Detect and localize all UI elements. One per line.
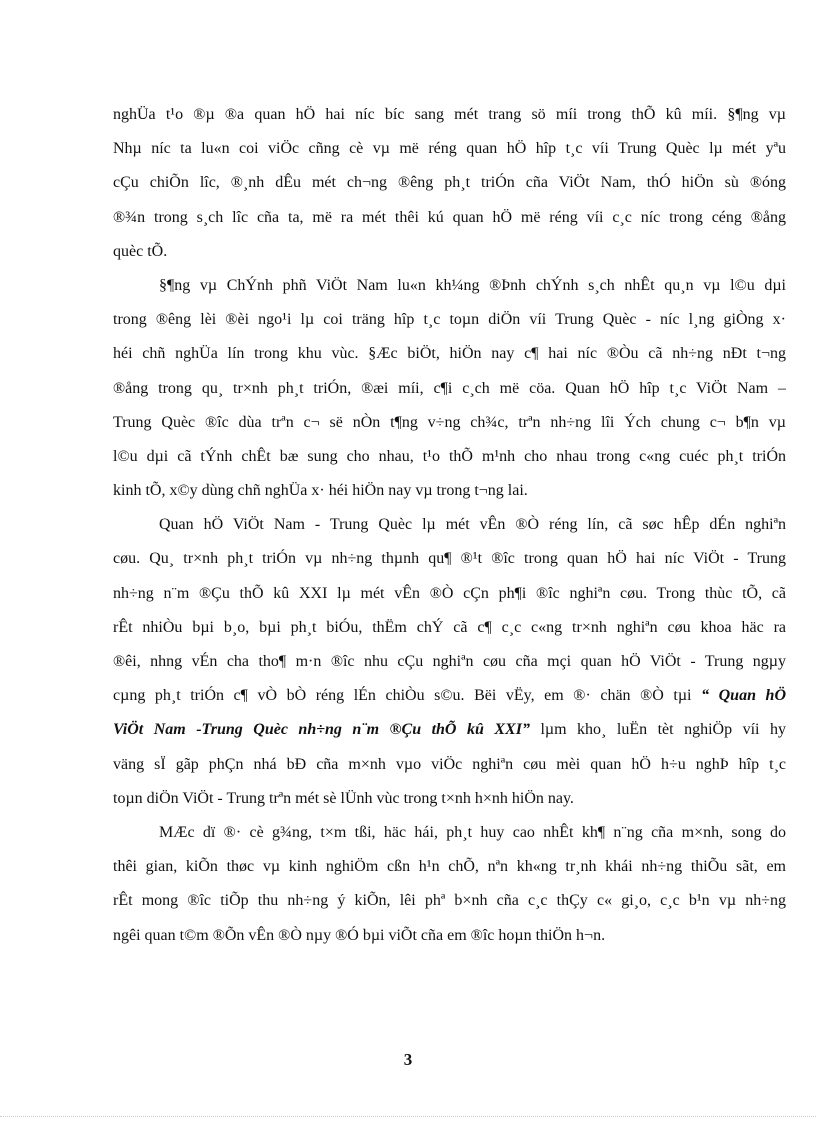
text-line: toµn diÖn ViÖt - Trung trªn mét sè lÜnh vùc trong t×nh h×nh hiÖn nay. bbox=[113, 789, 574, 807]
text-line: rÊt nhiÒu bµi b¸o, bµi ph¸t biÓu, thËm chÝ cã c¶ c¸c c«ng tr×nh nghiªn cøu khoa häc ra bbox=[113, 618, 786, 636]
text-line: Trung Quèc ®îc dùa trªn c¬ së nÒn t¶ng v÷ng ch¾c, trªn nh÷ng lîi Ých chung c¬ b¶n vµ bbox=[113, 413, 786, 431]
paragraph-2 bbox=[113, 269, 786, 508]
text-line: l©u dµi cã tÝnh chÊt bæ sung cho nhau, t¹o thÕ m¹nh cho nhau trong c«ng cuéc ph¸t triÓn bbox=[113, 447, 786, 465]
text-line: ®ång trong qu¸ tr×nh ph¸t triÓn, ®æi míi, c¶i c¸ch më cöa. Quan hÖ hîp t¸c ViÖt Nam – bbox=[113, 379, 786, 397]
text-line: quèc tÕ. bbox=[113, 242, 168, 260]
thesis-title: ViÖt Nam -Trung Quèc nh÷ng n¨m ®Çu thÕ kû XXI” bbox=[113, 721, 530, 739]
text-line: ngêi quan t©m ®Õn vÊn ®Ò nµy ®Ó bµi viÕt cña em ®îc hoµn thiÖn h¬n. bbox=[113, 926, 606, 944]
text-line: cÇu chiÕn lîc, ®¸nh dÊu mét ch¬ng ®êng ph¸t triÓn cña ViÖt Nam, thÓ hiÖn sù ®óng bbox=[113, 174, 786, 192]
paragraph-1 bbox=[113, 98, 786, 269]
thesis-title-open: “ Quan hÖ bbox=[701, 687, 786, 705]
text-line: väng sÏ gãp phÇn nhá bÐ cña m×nh vµo viÖc nghiªn cøu mèi quan hÖ h÷u nghÞ hîp t¸c bbox=[113, 755, 786, 773]
text-line: §¶ng vµ ChÝnh phñ ViÖt Nam lu«n kh¼ng ®Þnh chÝnh s¸ch nhÊt qu¸n vµ l©u dµi bbox=[159, 276, 786, 294]
text-line: ®êi, nhng vÉn cha tho¶ m·n ®îc nhu cÇu nghiªn cøu cña mçi quan hÖ ViÖt - Trung ngµy bbox=[113, 653, 786, 670]
paragraph-3 bbox=[113, 508, 786, 816]
text-line: kinh tÕ, x©y dùng chñ nghÜa x· héi hiÖn nay vµ trong t¬ng lai. bbox=[113, 482, 528, 500]
text-line: Nhµ níc ta lu«n coi viÖc cñng cè vµ më réng quan hÖ hîp t¸c víi Trung Quèc lµ mét yªu bbox=[113, 140, 786, 158]
page-number: 3 bbox=[403, 1050, 413, 1069]
text-line bbox=[113, 713, 786, 747]
text-line: cøu. Qu¸ tr×nh ph¸t triÓn vµ nh÷ng thµnh qu¶ ®¹t ®îc trong quan hÖ hai níc ViÖt - Trung bbox=[113, 550, 786, 568]
paragraph-4 bbox=[113, 816, 786, 953]
text-line: rÊt mong ®îc tiÕp thu nh÷ng ý kiÕn, lêi phª b×nh cña c¸c thÇy c« gi¸o, c¸c b¹n vµ nh÷ng bbox=[113, 892, 786, 910]
text-line: nghÜa t¹o ®µ ®a quan hÖ hai níc bíc sang mét trang sö míi trong thÕ kû míi. §¶ng vµ bbox=[113, 106, 786, 123]
text-line: thêi gian, kiÕn thøc vµ kinh nghiÖm cßn h¹n chÕ, nªn kh«ng tr¸nh khái nh÷ng thiÕu sãt, em bbox=[113, 858, 786, 876]
text-line: nh÷ng n¨m ®Çu thÕ kû XXI lµ mét vÊn ®Ò cÇn ph¶i ®îc nghiªn cøu. Trong thùc tÕ, cã bbox=[113, 584, 786, 602]
document-body bbox=[113, 98, 786, 953]
text-fragment: cµng ph¸t triÓn c¶ vÒ bÒ réng lÉn chiÒu s©u. Bëi vËy, em ®· chän ®Ò tµi bbox=[113, 687, 702, 705]
text-line bbox=[113, 679, 786, 713]
text-line: Quan hÖ ViÖt Nam - Trung Quèc lµ mét vÊn ®Ò réng lín, cã søc hÊp dÉn nghiªn bbox=[159, 516, 786, 534]
text-line: héi chñ nghÜa lín trong khu vùc. §Æc biÖt, hiÖn nay c¶ hai níc ®Òu cã nh÷ng nÐt t¬ng bbox=[113, 345, 786, 363]
page-edge-divider bbox=[0, 1116, 816, 1117]
text-fragment: lµm kho¸ luËn tèt nghiÖp víi hy bbox=[529, 721, 786, 739]
text-line: trong ®êng lèi ®èi ngo¹i lµ coi träng hîp t¸c toµn diÖn víi Trung Quèc - níc l¸ng giÒng x· bbox=[113, 311, 786, 329]
text-line: MÆc dï ®· cè g¾ng, t×m tßi, häc hái, ph¸t huy cao nhÊt kh¶ n¨ng cña m×nh, song do bbox=[159, 823, 786, 841]
text-line: ®¾n trong s¸ch lîc cña ta, më ra mét thêi kú quan hÖ më réng víi c¸c níc trong céng ®ång bbox=[113, 208, 786, 226]
